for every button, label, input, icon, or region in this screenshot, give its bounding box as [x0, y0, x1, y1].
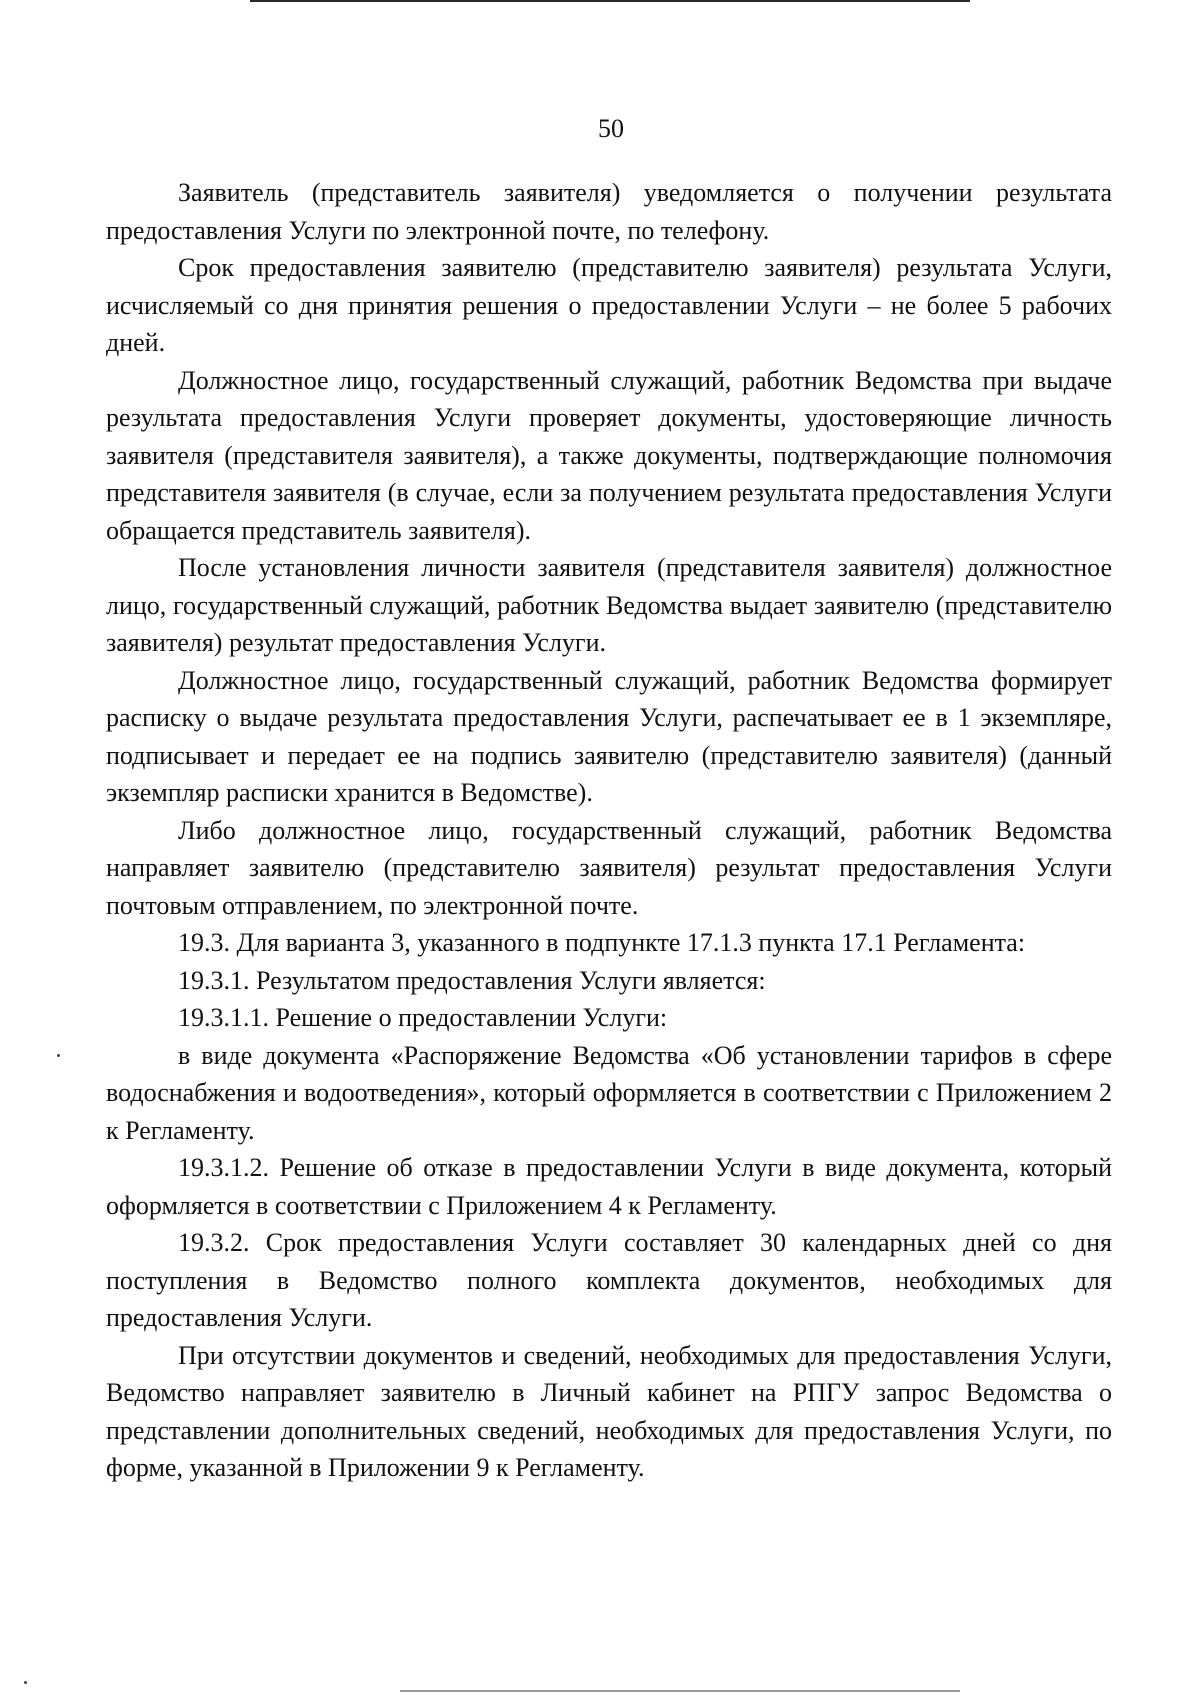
- scan-speck: [24, 1681, 27, 1684]
- paragraph-19-3-1: 19.3.1. Результатом предоставления Услуги является:: [178, 965, 766, 995]
- scan-speck: [57, 1054, 60, 1057]
- paragraph-19-3-1-1: 19.3.1.1. Решение о предоставлении Услуги:: [178, 1003, 668, 1032]
- paragraph-19-3-1-2: 19.3.1.2. Решение об отказе в предоставлении Услуги в виде документа, который оформляется в соответствии с Приложением 4 к Регламенту.: [106, 1153, 1112, 1220]
- paragraph-missing-documents: При отсутствии документов и сведений, необходимых для предоставления Услуги, Ведомство направляет заявителю в Личный кабинет на РПГУ запрос Ведомства о представлении дополнительных сведений, необходимых для предоставления Услуги, по форме, указанной в Приложении 9 к Регламенту.: [106, 1340, 1112, 1482]
- paragraph-issue-deadline: Срок предоставления заявителю (представителю заявителя) результата Услуги, исчисляемый со дня принятия решения о предоставлении Услуги – не более 5 рабочих дней.: [106, 253, 1112, 357]
- document-body: [106, 174, 1112, 1487]
- paragraph-identity-check: Должностное лицо, государственный служащий, работник Ведомства при выдаче результата предоставления Услуги проверяет документы, удостоверяющие личность заявителя (представителя заявителя), а также документы, подтверждающие полномочия представителя заявителя (в случае, если за получением результата предоставления Услуги обращается представитель заявителя).: [106, 365, 1112, 545]
- paragraph-receipt: Должностное лицо, государственный служащий, работник Ведомства формирует расписку о выдаче результата предоставления Услуги, распечатывает ее в 1 экземпляре, подписывает и передает ее на подпись заявителю (представителю заявителя) (данный экземпляр расписки хранится в Ведомстве).: [106, 665, 1112, 807]
- scan-edge-bottom: [400, 1690, 960, 1692]
- paragraph-mail-delivery: Либо должностное лицо, государственный служащий, работник Ведомства направляет заявителю (представителю заявителя) результат предоставления Услуги почтовым отправлением, по электронной почте.: [106, 815, 1112, 920]
- page-number: 50: [598, 114, 624, 143]
- paragraph-document-form: в виде документа «Распоряжение Ведомства «Об установлении тарифов в сфере водоснабжения и водоотведения», который оформляется в соответствии с Приложением 2 к Регламенту.: [106, 1040, 1112, 1145]
- paragraph-19-3-2: 19.3.2. Срок предоставления Услуги составляет 30 календарных дней со дня поступления в Ведомство полного комплекта документов, необходимых для предоставления Услуги.: [106, 1228, 1112, 1332]
- scan-edge-top: [250, 0, 970, 2]
- paragraph-notification: Заявитель (представитель заявителя) уведомляется о получении результата предоставления Услуги по электронной почте, по телефону.: [106, 178, 1112, 245]
- paragraph-19-3: 19.3. Для варианта 3, указанного в подпункте 17.1.3 пункта 17.1 Регламента:: [178, 928, 1026, 957]
- paragraph-issue-result: После установления личности заявителя (представителя заявителя) должностное лицо, государственный служащий, работник Ведомства выдает заявителю (представителю заявителя) результат предоставления Услуги.: [106, 553, 1112, 657]
